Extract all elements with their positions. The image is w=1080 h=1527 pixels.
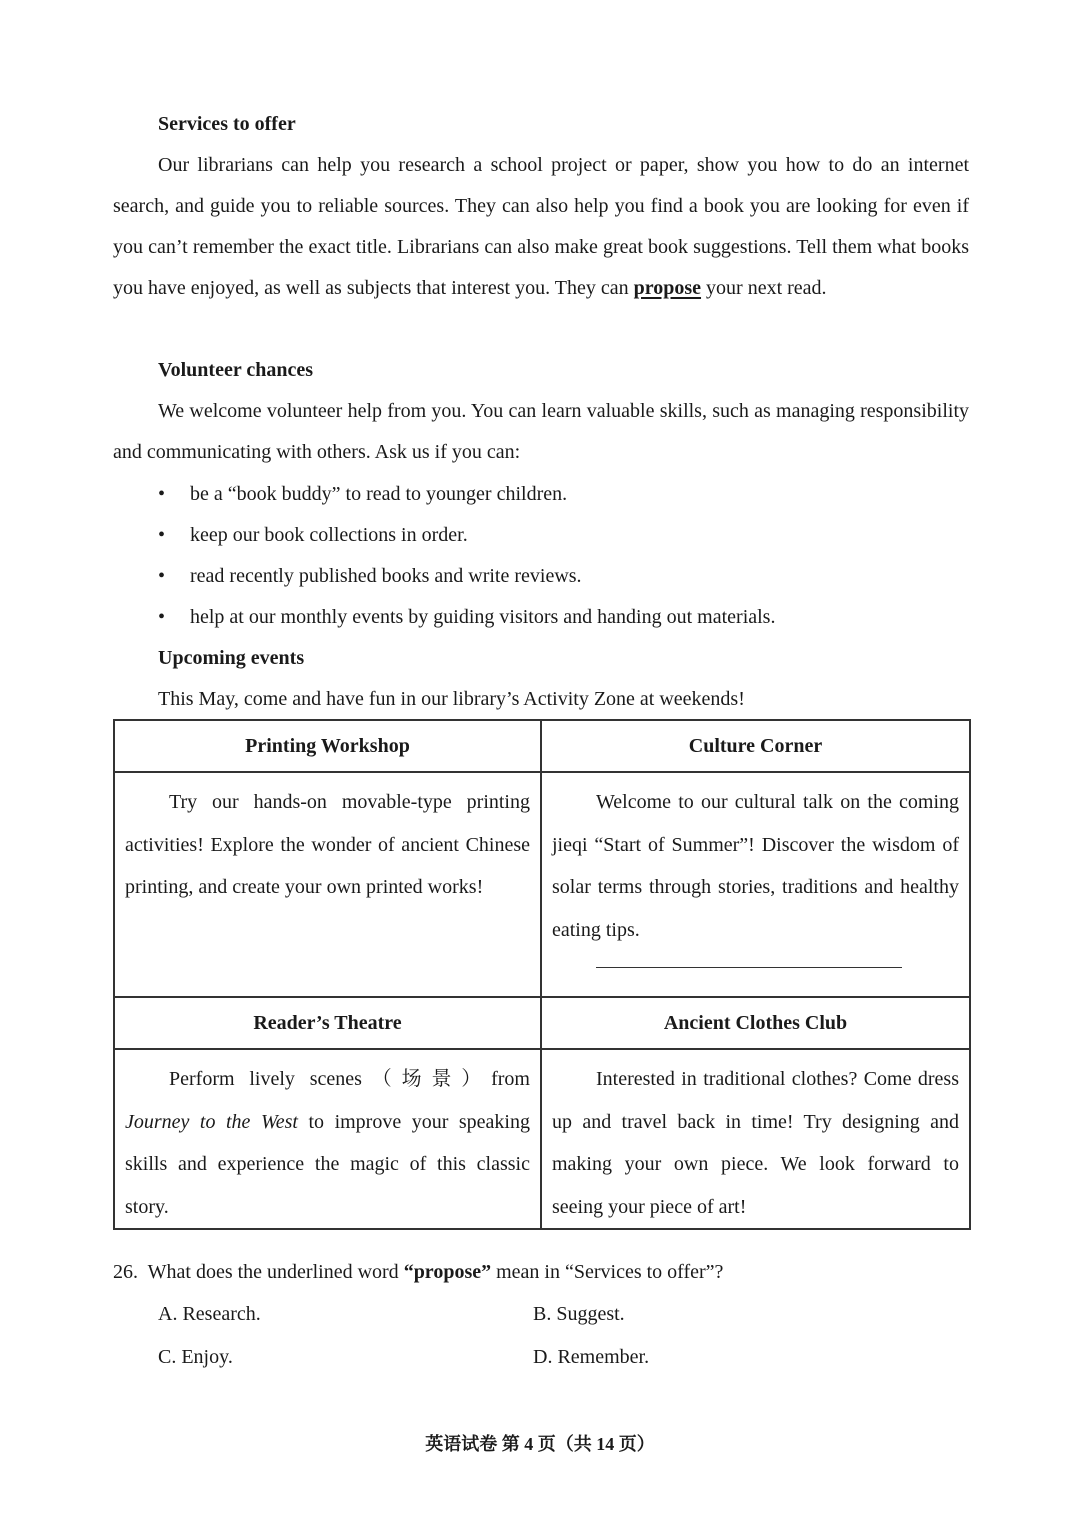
answer-blank <box>596 967 902 968</box>
page-footer: 英语试卷 第 4 页（共 14 页） <box>425 1434 655 1454</box>
option-c[interactable]: C. Enjoy. <box>158 1346 233 1368</box>
volunteer-paragraph <box>113 391 969 473</box>
services-paragraph <box>113 145 969 309</box>
culture-corner-text: Welcome to our cultural talk on the coming jieqi “Start of Summer”! Discover the wisdom of solar terms through stories, traditions and healthy eating tips. <box>541 772 970 997</box>
bullet-icon: • <box>158 565 166 587</box>
events-intro: This May, come and have fun in our library’s Activity Zone at weekends! <box>158 688 745 710</box>
services-heading: Services to offer <box>158 113 296 135</box>
question-26: 26. What does the underlined word “propose” mean in “Services to offer”? <box>113 1261 724 1283</box>
ancient-clothes-club-text: Interested in traditional clothes? Come dress up and travel back in time! Try designing and making your own piece. We look forward to seeing your piece of art! <box>541 1049 970 1229</box>
bullet-icon: • <box>158 524 166 546</box>
ancient-clothes-club-title: Ancient Clothes Club <box>541 997 970 1049</box>
book-title: Journey to the West <box>125 1110 298 1133</box>
events-heading: Upcoming events <box>158 647 305 669</box>
services-text: Our librarians can help you research a school project or paper, show you how to do an internet search, and guide you to reliable sources. They can also help you find a book you are looking for even if you can’t remember the exact title. Librarians can also make great book suggestions. Tell them what books you have enjoyed, as well as subjects that interest you. They can <box>113 154 969 299</box>
bullet-icon: • <box>158 606 166 628</box>
events-table <box>113 719 971 1230</box>
readers-theatre-title: Reader’s Theatre <box>114 997 541 1049</box>
printing-workshop-title: Printing Workshop <box>114 720 541 772</box>
printing-workshop-text: Try our hands-on movable-type printing activities! Explore the wonder of ancient Chinese printing, and create your own printed works! <box>114 772 541 997</box>
exam-page: Services to offer Our librarians can help you research a school project or paper, show you how to do an internet search, and guide you to reliable sources. They can also help you find a book you are looking for even if you can’t remember the exact title. Librarians can also make great book suggestions. Tell them what books you have enjoyed, as well as subjects that interest you. They can propose your next read. Volunteer chances We welcome volunteer help from you. You can learn valuable skills, such as managing responsibility and communicating with others. Ask us if you can: • be a “book buddy” to read to younger children. • keep our book collections in order. • read recently published books and write reviews. • help at our monthly events by guiding visitors and handing out materials. Upcoming events This May, come and have fun in our library’s Activity Zone at weekends! Printing Workshop Culture Corner Try our hands-on movable-type printing activities! Explore the wonder of ancient Chinese printing, and create your own printed works! Welcome to our cultural talk on the coming jieqi “Start of Summer”! Discover the wisdom of solar terms through stories, traditions and healthy eating tips. Reader’s Theatre Ancient Clothes Club Perform lively scenes（场景）from Journey to the West to improve your speaking skills and experience the magic of this classic story. Interested in traditional clothes? Come dress up and travel back in time! Try designing and making your own piece. We look forward to seeing your piece of art! 26. What does the underlined word “propose” mean in “Services to offer”? A. Research. B. Suggest. C. Enjoy. D. Remember. 英语试卷 第 4 页（共 14 页） <box>0 0 1080 1527</box>
volunteer-heading: Volunteer chances <box>158 359 313 381</box>
question-number: 26. <box>113 1261 138 1283</box>
culture-corner-title: Culture Corner <box>541 720 970 772</box>
option-a[interactable]: A. Research. <box>158 1303 261 1325</box>
option-d[interactable]: D. Remember. <box>533 1346 650 1368</box>
bullet-icon: • <box>158 483 166 505</box>
propose-keyword: propose <box>633 277 702 299</box>
option-b[interactable]: B. Suggest. <box>533 1303 625 1325</box>
services-text-end: your next read. <box>701 277 827 299</box>
question-keyword: “propose” <box>403 1261 492 1283</box>
readers-theatre-text: Perform lively scenes（场景）from Journey to the West to improve your speaking skills and experience the magic of this classic story. <box>114 1049 541 1229</box>
volunteer-text: We welcome volunteer help from you. You can learn valuable skills, such as managing responsibility and communicating with others. Ask us if you can: <box>113 400 969 463</box>
